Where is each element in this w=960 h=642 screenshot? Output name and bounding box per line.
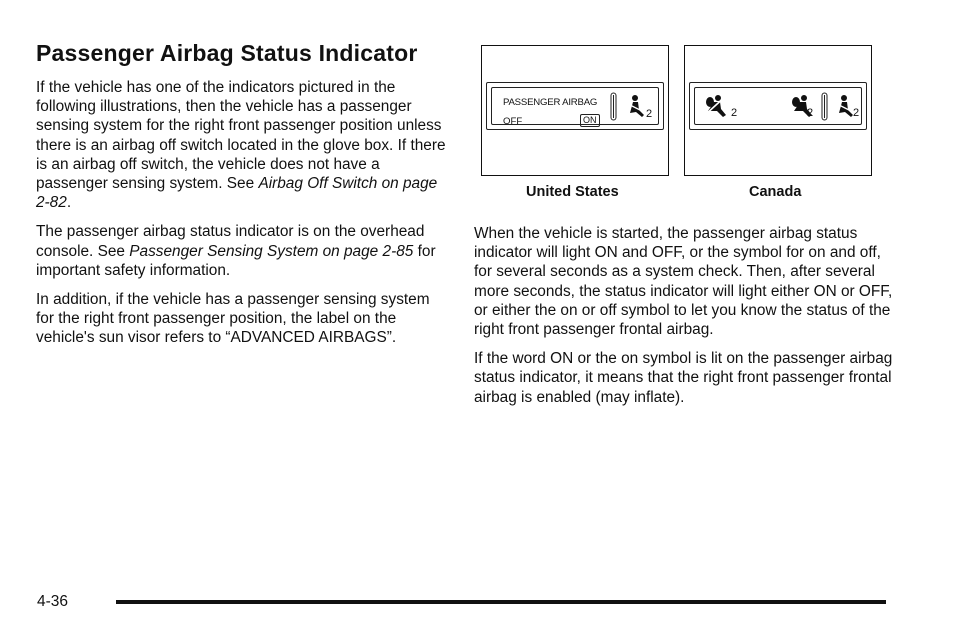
- intro-paragraph: [36, 78, 448, 212]
- us-seat-number: 2: [646, 108, 653, 120]
- page-number: 4-36: [37, 593, 69, 610]
- canada-caption: Canada: [749, 184, 802, 200]
- page-title: Passenger Airbag Status Indicator: [36, 40, 418, 66]
- lamp-divider-icon: [821, 92, 829, 122]
- overhead-text-end: for important safety information.: [36, 242, 436, 279]
- overhead-console-paragraph: [36, 222, 448, 280]
- canada-number-3: 2: [853, 107, 860, 119]
- intro-text: If the vehicle has one of the indicators pictured in the following illustrations, then the vehicle has a passenger sensing system for the right front passenger position unless there is an airbag off switch located in the glove box. If there is an airbag off switch, the vehicle does not have a passenger sensing system. See: [36, 79, 446, 193]
- passenger-seat-icon: [624, 94, 646, 120]
- canada-indicator-panel: [689, 82, 867, 130]
- passenger-seat-icon: [833, 94, 855, 120]
- us-indicator-panel-inner: [491, 87, 659, 125]
- canada-indicator-figure: [684, 45, 872, 176]
- canada-indicator-panel-inner: [694, 87, 862, 125]
- us-panel-title: PASSENGER AIRBAG: [503, 97, 598, 108]
- us-caption: United States: [526, 184, 619, 200]
- footer-rule: [116, 600, 886, 604]
- passenger-sensing-reference: Passenger Sensing System on page 2‑85: [129, 242, 414, 260]
- airbag-off-symbol-icon: [703, 93, 729, 119]
- us-on-label: ON: [580, 114, 600, 127]
- left-column: [36, 78, 448, 358]
- intro-text-end: .: [66, 194, 72, 212]
- overhead-text: The passenger airbag status indicator is on the overhead console. See: [36, 223, 425, 260]
- sun-visor-paragraph: In addition, if the vehicle has a passenger sensing system for the right front passenger position, the label on the vehicle's sun visor refers to “ADVANCED AIRBAGS”.: [36, 291, 430, 347]
- us-indicator-figure: [481, 45, 669, 176]
- on-status-paragraph: If the word ON or the on symbol is lit on the passenger airbag status indicator, it means that the right front passenger frontal airbag is enabled (may inflate).: [474, 350, 893, 406]
- us-indicator-panel: [486, 82, 664, 130]
- airbag-off-switch-reference: Airbag Off Switch on page 2‑82: [36, 175, 438, 212]
- system-check-paragraph: When the vehicle is started, the passenger airbag status indicator will light ON and OFF, or the symbol for on and off, for several seconds as a system check. Then, after several more seconds, the status indicator will light either ON or OFF, or either the on or off symbol to let you know the status of the right front passenger frontal airbag.: [474, 225, 893, 339]
- us-off-label: OFF: [503, 116, 523, 127]
- canada-number-1: 2: [731, 107, 738, 119]
- lamp-divider-icon: [610, 92, 618, 122]
- canada-number-2: 2: [807, 107, 814, 119]
- right-column: [474, 224, 894, 417]
